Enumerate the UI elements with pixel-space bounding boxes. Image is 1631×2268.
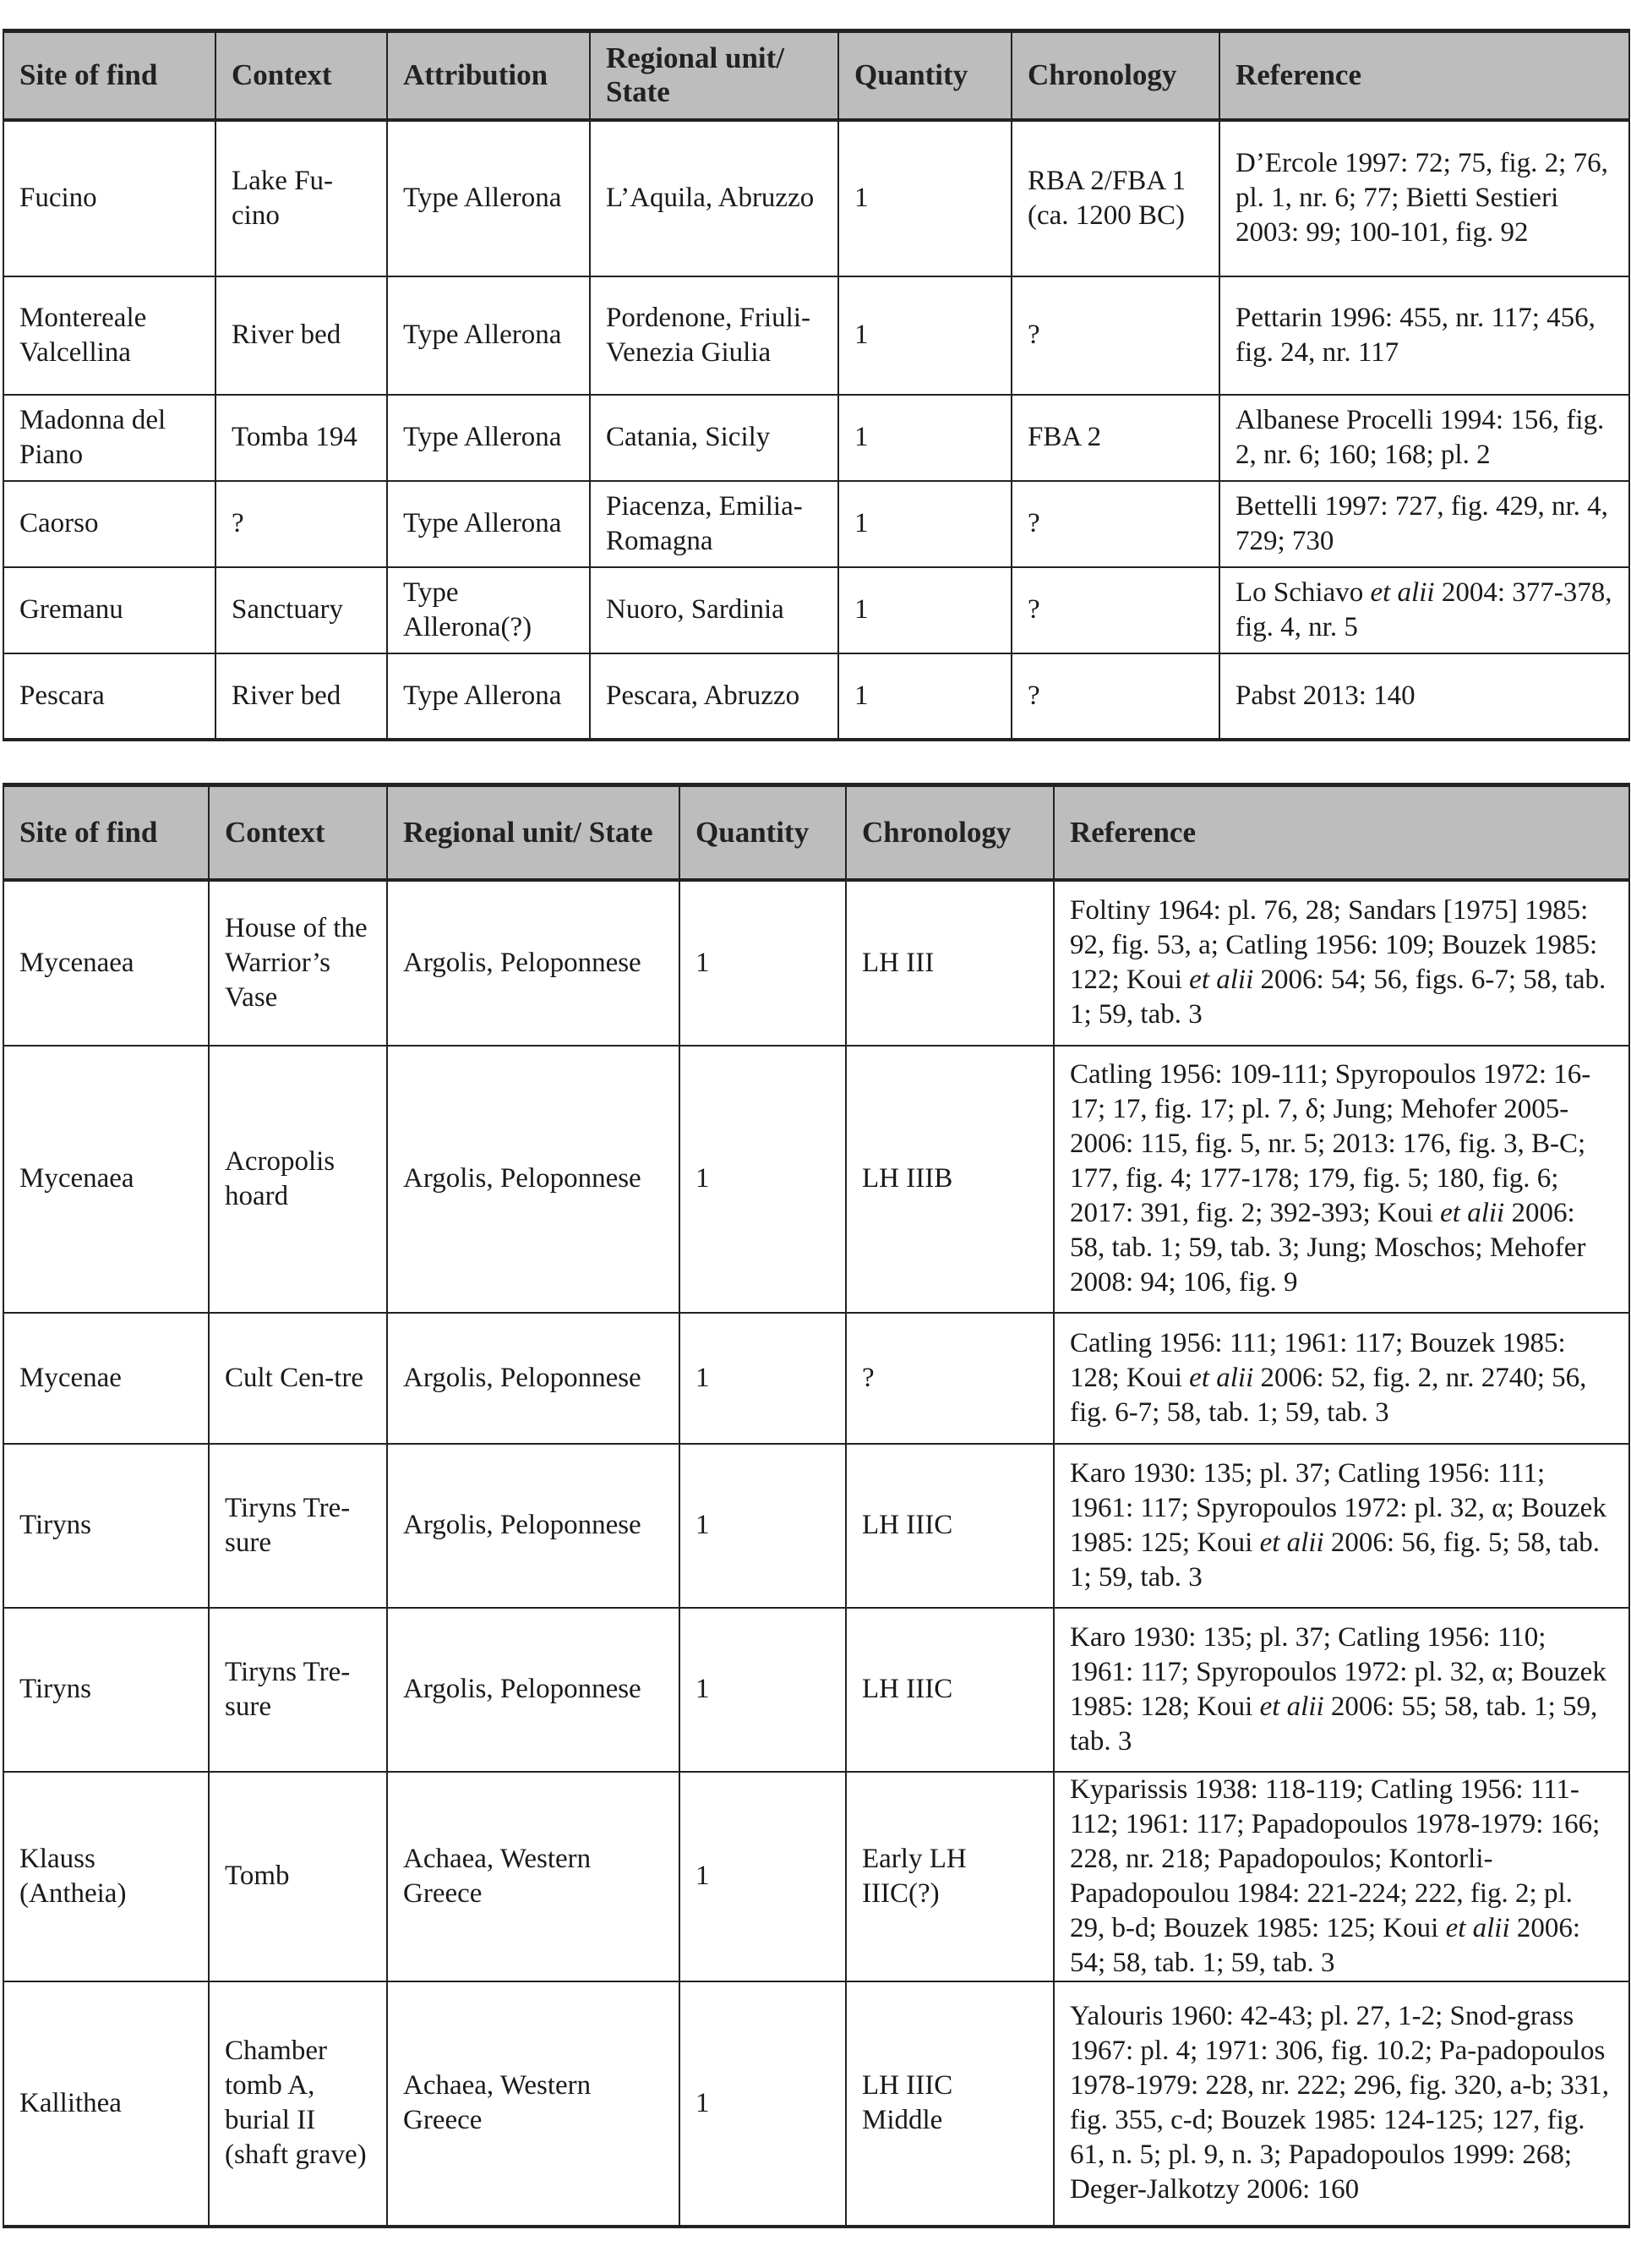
col-header-reference: Reference [1054, 785, 1629, 880]
reference-italic: et alii [1259, 1527, 1324, 1558]
cell-region: L’Aquila, Abruzzo [590, 120, 838, 276]
reference-text: 2006: 55; 58, tab. 1; 59, tab. 3 [1070, 1691, 1598, 1757]
cell-reference [1054, 1608, 1629, 1772]
cell-region: Argolis, Peloponnese [387, 1444, 679, 1608]
cell-chronology: LH IIIC [846, 1444, 1054, 1608]
reference-text: Karo 1930: 135; pl. 37; Catling 1956: 111; 1961: 117; Spyropoulos 1972: pl. 32, α; Bouzek 1985: 125; Koui [1070, 1457, 1606, 1558]
table-row [3, 481, 1629, 567]
reference-italic: et alii [1440, 1198, 1505, 1228]
cell-chronology: LH III [846, 880, 1054, 1046]
cell-region: Argolis, Peloponnese [387, 1313, 679, 1444]
cell-quantity: 1 [838, 276, 1012, 395]
cell-context: River bed [215, 276, 387, 395]
col-header-site: Site of find [3, 31, 215, 120]
table-row [3, 567, 1629, 653]
cell-site: Caorso [3, 481, 215, 567]
cell-quantity: 1 [838, 120, 1012, 276]
reference-text: 2006: 54; 56, figs. 6-7; 58, tab. 1; 59, tab. 3 [1070, 965, 1606, 1030]
reference-text: Foltiny 1964: pl. 76, 28; Sandars [1975] 1985: 92, fig. 53, a; Catling 1956: 109; Bouzek 1985: 122; Koui [1070, 895, 1598, 995]
cell-context: Cult Cen-tre [209, 1313, 387, 1444]
cell-region: Argolis, Peloponnese [387, 1608, 679, 1772]
cell-quantity: 1 [679, 1046, 846, 1313]
table-row [3, 880, 1629, 1046]
cell-site: Montereale Valcellina [3, 276, 215, 395]
reference-italic: et alii [1370, 577, 1435, 608]
cell-attribution: Type Allerona [387, 395, 590, 481]
cell-region: Achaea, Western Greece [387, 1772, 679, 1981]
table-row [3, 1772, 1629, 1981]
col-header-site: Site of find [3, 785, 209, 880]
cell-quantity: 1 [838, 653, 1012, 740]
cell-site: Tiryns [3, 1444, 209, 1608]
cell-attribution: Type Allerona [387, 276, 590, 395]
cell-site: Madonna del Piano [3, 395, 215, 481]
reference-text: Lo Schiavo [1236, 577, 1371, 608]
cell-reference [1054, 1313, 1629, 1444]
reference-text: 2004: 377-378, fig. 4, nr. 5 [1236, 577, 1612, 642]
reference-text: 2006: 54; 58, tab. 1; 59, tab. 3 [1070, 1912, 1581, 1978]
reference-italic: et alii [1189, 965, 1254, 995]
cell-quantity: 1 [679, 1772, 846, 1981]
cell-region: Nuoro, Sardinia [590, 567, 838, 653]
cell-quantity: 1 [679, 1313, 846, 1444]
col-header-reference: Reference [1219, 31, 1629, 120]
cell-reference [1054, 1772, 1629, 1981]
cell-reference [1054, 1444, 1629, 1608]
col-header-region: Regional unit/ State [387, 785, 679, 880]
cell-chronology: ? [1012, 653, 1219, 740]
reference-text: Kyparissis 1938: 118-119; Catling 1956: 111-112; 1961: 117; Papadopoulos 1978-1979: 166; 228, nr. 218; Papadopoulos; Kontorli-Papadopoulou 1984: 221-224; 222, fig. 2; pl. 29, b-d; Bouzek 1985: 125; Koui [1070, 1773, 1601, 1943]
col-header-region: Regional unit/ State [590, 31, 838, 120]
cell-quantity: 1 [679, 1981, 846, 2227]
reference-italic: et alii [1445, 1912, 1510, 1943]
cell-context: Chamber tomb A, burial II (shaft grave) [209, 1981, 387, 2227]
cell-region: Argolis, Peloponnese [387, 880, 679, 1046]
cell-reference [1054, 1981, 1629, 2227]
cell-context: River bed [215, 653, 387, 740]
reference-text: Catling 1956: 111; 1961: 117; Bouzek 1985: 128; Koui [1070, 1327, 1566, 1393]
col-header-context: Context [215, 31, 387, 120]
cell-chronology: Early LH IIIC(?) [846, 1772, 1054, 1981]
cell-context: Lake Fu-cino [215, 120, 387, 276]
cell-context: Tomba 194 [215, 395, 387, 481]
cell-region: Catania, Sicily [590, 395, 838, 481]
cell-chronology: ? [1012, 276, 1219, 395]
cell-site: Pescara [3, 653, 215, 740]
cell-attribution: Type Allerona [387, 120, 590, 276]
cell-site: Mycenaea [3, 1046, 209, 1313]
cell-context: Tiryns Tre-sure [209, 1608, 387, 1772]
reference-text: Catling 1956: 109-111; Spyropoulos 1972: 16-17; 17, fig. 17; pl. 7, δ; Jung; Mehofer 2005-2006: 115, fig. 5, nr. 5; 2013: 176, fig. 3, B-C; 177, fig. 4; 177-178; 179, fig. 5; 180, fig. 6; 2017: 391, fig. 2; 392-393; Koui [1070, 1059, 1591, 1228]
table-row [3, 1981, 1629, 2227]
reference-text: 2006: 58, tab. 1; 59, tab. 3; Jung; Moschos; Mehofer 2008: 94; 106, fig. 9 [1070, 1198, 1586, 1298]
reference-text: 2006: 52, fig. 2, nr. 2740; 56, fig. 6-7; 58, tab. 1; 59, tab. 3 [1070, 1362, 1587, 1428]
cell-chronology: ? [1012, 481, 1219, 567]
finds-table-greece [3, 783, 1630, 2228]
cell-chronology: RBA 2/FBA 1 (ca. 1200 BC) [1012, 120, 1219, 276]
cell-chronology: LH IIIC Middle [846, 1981, 1054, 2227]
col-header-quantity: Quantity [679, 785, 846, 880]
cell-site: Mycenaea [3, 880, 209, 1046]
col-header-chronology: Chronology [846, 785, 1054, 880]
cell-reference: Bettelli 1997: 727, fig. 429, nr. 4, 729; 730 [1219, 481, 1629, 567]
cell-site: Mycenae [3, 1313, 209, 1444]
cell-site: Klauss (Antheia) [3, 1772, 209, 1981]
finds-table-italy [3, 29, 1630, 741]
cell-reference: Pabst 2013: 140 [1219, 653, 1629, 740]
col-header-quantity: Quantity [838, 31, 1012, 120]
header-row [3, 31, 1629, 120]
cell-context: House of the Warrior’s Vase [209, 880, 387, 1046]
cell-context: Tomb [209, 1772, 387, 1981]
cell-quantity: 1 [679, 880, 846, 1046]
cell-region: Argolis, Peloponnese [387, 1046, 679, 1313]
col-header-context: Context [209, 785, 387, 880]
cell-chronology: LH IIIC [846, 1608, 1054, 1772]
reference-text: Yalouris 1960: 42-43; pl. 27, 1-2; Snod-grass 1967: pl. 4; 1971: 306, fig. 10.2; Pa-padopoulos 1978-1979: 228, nr. 222; 296, fig. 320, a-b; 331, fig. 355, c-d; Bouzek 1985: 124-125; 127, fig. 61, n. 5; pl. 9, n. 3; Papadopoulos 1999: 268; Deger-Jalkotzy 2006: 160 [1070, 2001, 1609, 2205]
cell-region: Pordenone, Friuli-Venezia Giulia [590, 276, 838, 395]
cell-reference: D’Ercole 1997: 72; 75, fig. 2; 76, pl. 1, nr. 6; 77; Bietti Sestieri 2003: 99; 100-101, fig. 92 [1219, 120, 1629, 276]
cell-quantity: 1 [838, 481, 1012, 567]
header-row [3, 785, 1629, 880]
reference-text: 2006: 56, fig. 5; 58, tab. 1; 59, tab. 3 [1070, 1527, 1600, 1593]
cell-region: Pescara, Abruzzo [590, 653, 838, 740]
cell-reference [1054, 1046, 1629, 1313]
table-row [3, 276, 1629, 395]
cell-quantity: 1 [679, 1444, 846, 1608]
cell-context: ? [215, 481, 387, 567]
table-row [3, 1608, 1629, 1772]
table-row [3, 1444, 1629, 1608]
cell-chronology: FBA 2 [1012, 395, 1219, 481]
table-row [3, 1313, 1629, 1444]
cell-attribution: Type Allerona [387, 653, 590, 740]
cell-context: Acropolis hoard [209, 1046, 387, 1313]
cell-context: Tiryns Tre-sure [209, 1444, 387, 1608]
table-row [3, 653, 1629, 740]
cell-chronology: ? [846, 1313, 1054, 1444]
col-header-chronology: Chronology [1012, 31, 1219, 120]
cell-context: Sanctuary [215, 567, 387, 653]
table-row [3, 1046, 1629, 1313]
table-row [3, 395, 1629, 481]
cell-chronology: LH IIIB [846, 1046, 1054, 1313]
cell-site: Gremanu [3, 567, 215, 653]
col-header-attribution: Attribution [387, 31, 590, 120]
cell-chronology: ? [1012, 567, 1219, 653]
cell-attribution: Type Allerona(?) [387, 567, 590, 653]
cell-reference: Albanese Procelli 1994: 156, fig. 2, nr. 6; 160; 168; pl. 2 [1219, 395, 1629, 481]
cell-attribution: Type Allerona [387, 481, 590, 567]
cell-reference [1054, 880, 1629, 1046]
cell-region: Achaea, Western Greece [387, 1981, 679, 2227]
cell-site: Fucino [3, 120, 215, 276]
cell-site: Tiryns [3, 1608, 209, 1772]
reference-italic: et alii [1189, 1362, 1254, 1393]
reference-italic: et alii [1259, 1691, 1324, 1722]
cell-quantity: 1 [679, 1608, 846, 1772]
cell-site: Kallithea [3, 1981, 209, 2227]
table-row [3, 120, 1629, 276]
reference-text: Karo 1930: 135; pl. 37; Catling 1956: 110; 1961: 117; Spyropoulos 1972: pl. 32, α; Bouzek 1985: 128; Koui [1070, 1621, 1606, 1722]
cell-reference [1219, 567, 1629, 653]
cell-reference: Pettarin 1996: 455, nr. 117; 456, fig. 24, nr. 117 [1219, 276, 1629, 395]
cell-quantity: 1 [838, 395, 1012, 481]
cell-quantity: 1 [838, 567, 1012, 653]
cell-region: Piacenza, Emilia-Romagna [590, 481, 838, 567]
